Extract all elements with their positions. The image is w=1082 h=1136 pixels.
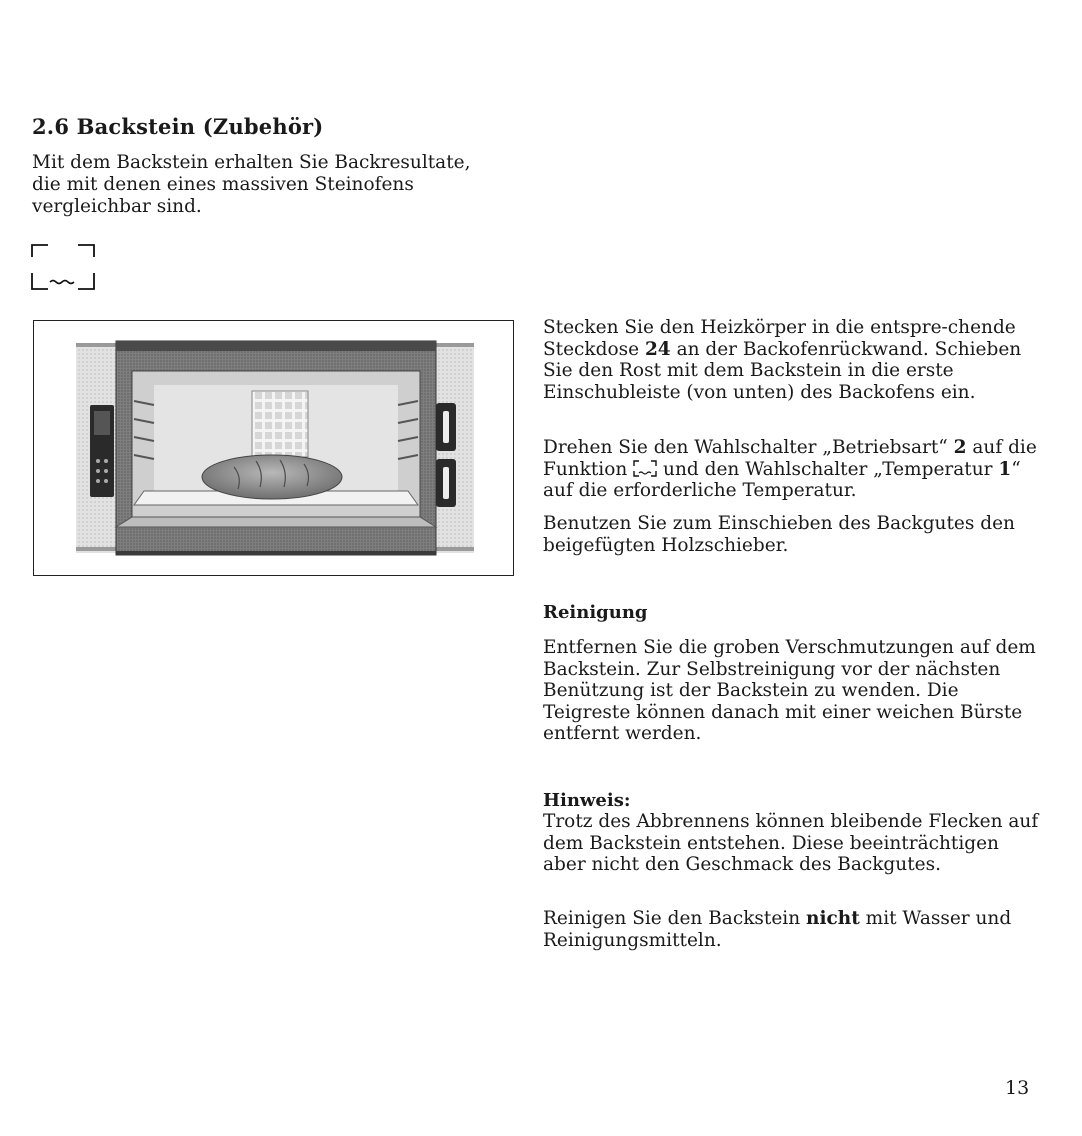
installation-instructions	[543, 317, 1043, 403]
baking-stone-function-icon	[633, 460, 657, 477]
note-paragraph-2: Reinigen Sie den Backstein nicht mit Wasser und Reinigungsmitteln.	[543, 908, 1012, 951]
cleaning-section	[543, 602, 1043, 623]
cleaning-text: Entfernen Sie die groben Verschmutzungen auf dem Backstein. Zur Selbstreinigung vor der nächsten Benützung ist der Backstein zu wenden. Die Teigreste können danach mit einer weichen Bürste entfernt werden.	[543, 637, 1036, 744]
note-section	[543, 790, 1043, 876]
cleaning-title: Reinigung	[543, 602, 648, 623]
note-title: Hinweis:	[543, 790, 631, 811]
note-warning	[543, 908, 1043, 951]
instruction-paragraph-2: Drehen Sie den Wahlschalter „Betriebsart“ 2 auf die Funktion und den Wahlschalter „Temperatur 1“ auf die erforderliche Temperatur.	[543, 437, 1037, 501]
note-text: Trotz des Abbrennens können bleibende Flecken auf dem Backstein entstehen. Diese beeinträchtigen aber nicht den Geschmack des Backgutes.	[543, 811, 1039, 875]
wooden-peel-instructions	[543, 513, 1043, 556]
operation-instructions	[543, 437, 1043, 502]
oven-with-bread-illustration	[33, 320, 514, 576]
page-number: 13	[1005, 1077, 1030, 1099]
baking-stone-function-icon	[30, 243, 96, 291]
warning-emphasis: nicht	[806, 908, 860, 929]
cleaning-body	[543, 637, 1043, 745]
intro-text: Mit dem Backstein erhalten Sie Backresultate, die mit denen eines massiven Steinofens vergleichbar sind.	[32, 152, 471, 217]
instruction-paragraph-3: Benutzen Sie zum Einschieben des Backgutes den beigefügten Holzschieber.	[543, 513, 1015, 556]
socket-number: 24	[644, 338, 671, 360]
section-heading: 2.6 Backstein (Zubehör)	[32, 114, 324, 139]
instruction-paragraph-1: Stecken Sie den Heizkörper in die entspre-chende Steckdose 24 an der Backofenrückwand. Schieben Sie den Rost mit dem Backstein in die erste Einschubleiste (von unten) des Backofens ein.	[543, 317, 1022, 403]
